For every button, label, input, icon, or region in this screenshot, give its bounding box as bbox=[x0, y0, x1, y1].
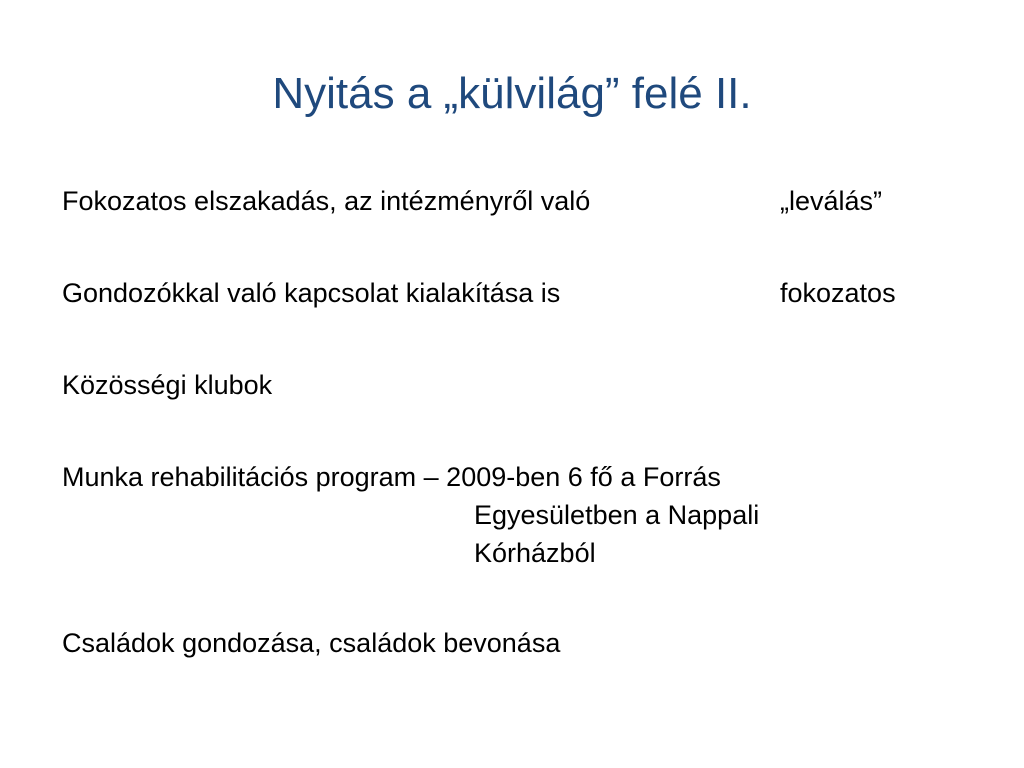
bullet-2-continuation: fokozatos bbox=[780, 278, 896, 308]
bullet-4-line-2: Egyesületben a Nappali bbox=[474, 500, 760, 530]
bullet-1-text: Fokozatos elszakadás, az intézményről való bbox=[62, 186, 591, 216]
bullet-2-text: Gondozókkal való kapcsolat kialakítása is bbox=[62, 278, 561, 308]
bullet-3-text: Közösségi klubok bbox=[62, 370, 273, 400]
bullet-5-text: Családok gondozása, családok bevonása bbox=[62, 628, 561, 658]
bullet-4-line-3: Kórházból bbox=[474, 538, 596, 568]
bullet-4-line-1: Munka rehabilitációs program – 2009-ben 6 fő a Forrás bbox=[62, 462, 721, 492]
bullet-1-continuation: „leválás” bbox=[780, 186, 883, 216]
slide-title: Nyitás a „külvilág” felé II. bbox=[272, 69, 752, 118]
